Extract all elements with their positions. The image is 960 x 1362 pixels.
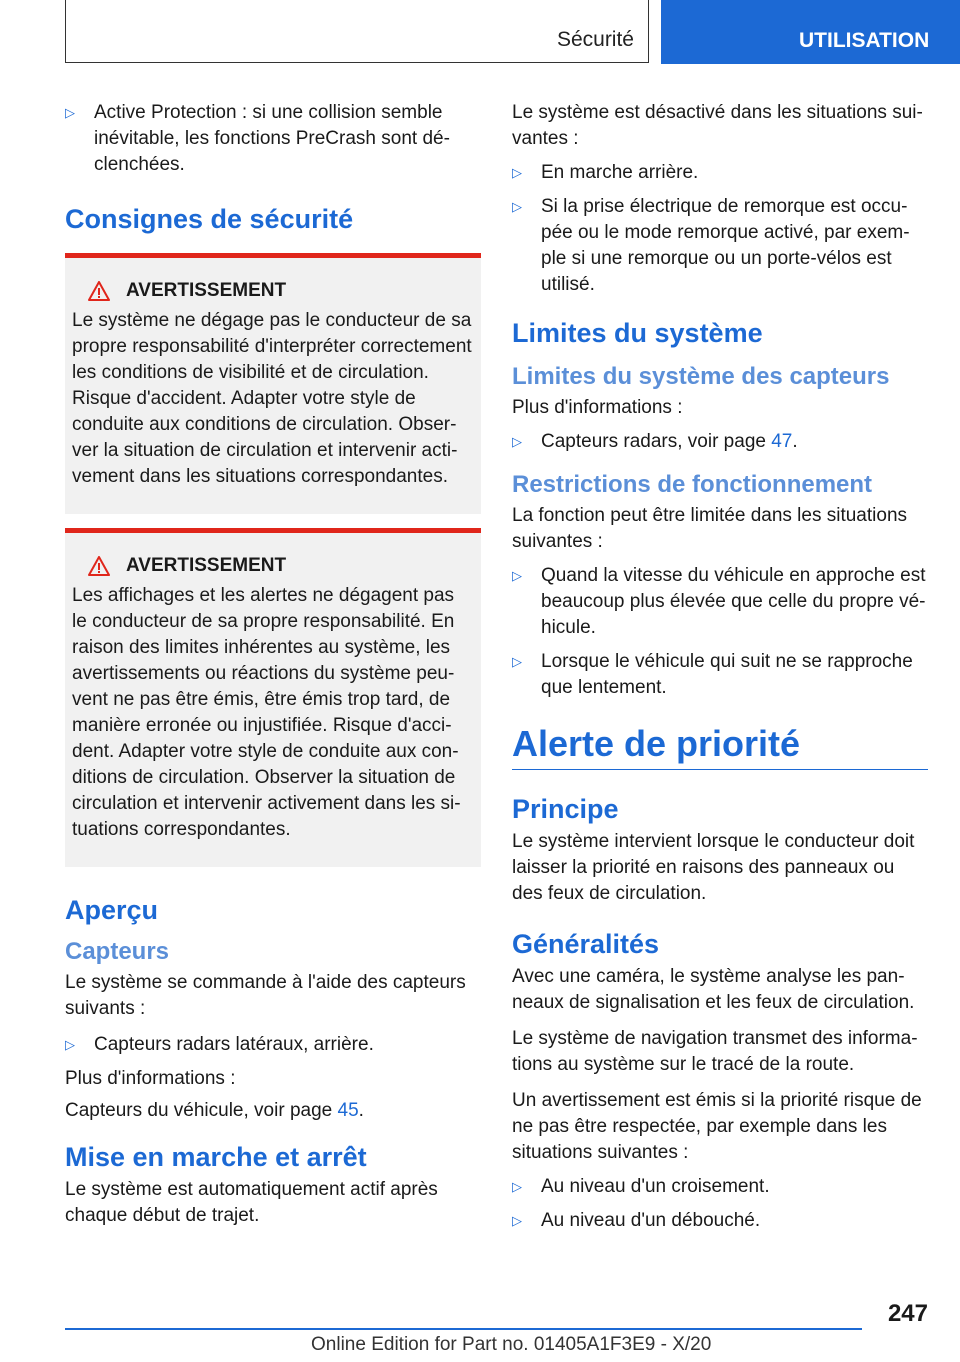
edition-footer: Online Edition for Part no. 01405A1F3E9 - X/20 — [311, 1334, 712, 1355]
heading-capteurs: Capteurs — [65, 938, 170, 965]
heading-limites: Limites du système — [512, 318, 763, 348]
list-item: ▷ Capteurs radars latéraux, arrière. — [65, 1032, 481, 1058]
list-item: ▷ Si la prise électrique de remorque est occupée ou le mode remorque activé, par exemple si une remorque ou un porte-vélos est utilisé. — [512, 194, 928, 298]
footer-divider — [65, 1328, 862, 1330]
paragraph: La fonction peut être limitée dans les situations suivantes : — [512, 505, 908, 552]
paragraph: Un avertissement est émis si la priorité risque de ne pas être respectée, par exemple dans les situations suivantes : — [512, 1090, 922, 1163]
triangle-bullet-icon: ▷ — [512, 434, 522, 449]
warning-triangle-icon — [88, 281, 110, 301]
right-column — [512, 100, 928, 1242]
heading-generalites: Généralités — [512, 929, 660, 959]
warning-box — [65, 528, 481, 867]
triangle-bullet-icon: ▷ — [512, 654, 522, 669]
header-section-title: Sécurité — [556, 28, 634, 51]
heading-principe: Principe — [512, 794, 619, 824]
chapter-title-rule — [512, 723, 928, 770]
list-item: ▷ Active Protection : si une collision semble inévitable, les fonctions PreCrash sont déclenchées. — [65, 100, 481, 178]
list-item: ▷ Au niveau d'un croisement. — [512, 1174, 928, 1200]
header-section-box — [65, 0, 649, 63]
triangle-bullet-icon: ▷ — [65, 1037, 75, 1052]
paragraph: Le système de navigation transmet des informations au système sur le tracé de la route. — [512, 1028, 918, 1075]
list-item: ▷ Au niveau d'un débouché. — [512, 1208, 928, 1234]
heading-alerte-priorite: Alerte de priorité — [512, 723, 801, 764]
heading-limites-capteurs: Limites du système des capteurs — [512, 363, 890, 390]
triangle-bullet-icon: ▷ — [512, 1179, 522, 1194]
paragraph: Le système est automatiquement actif après chaque début de trajet. — [65, 1179, 438, 1226]
left-column — [65, 100, 481, 1239]
page-number: 247 — [887, 1300, 928, 1327]
list-item: ▷ En marche arrière. — [512, 160, 928, 186]
paragraph: Le système intervient lorsque le conducteur doit laisser la priorité en raisons des panneaux ou des feux de circulation. — [512, 831, 915, 904]
list-item: ▷ Quand la vitesse du véhicule en approche est beaucoup plus élevée que celle du propre véhicule. — [512, 563, 928, 641]
paragraph: Capteurs du véhicule, voir page 45. — [65, 1100, 364, 1121]
paragraph: Plus d'informations : — [512, 397, 683, 418]
triangle-bullet-icon: ▷ — [512, 165, 522, 180]
triangle-bullet-icon: ▷ — [512, 199, 522, 214]
heading-consignes: Consignes de sécurité — [65, 204, 354, 234]
list-item: ▷ Lorsque le véhicule qui suit ne se rapproche que lentement. — [512, 649, 928, 701]
paragraph: Le système se commande à l'aide des capteurs suivants : — [65, 972, 466, 1019]
paragraph: Avec une caméra, le système analyse les panneaux de signalisation et les feux de circulation. — [512, 966, 915, 1013]
triangle-bullet-icon: ▷ — [65, 105, 75, 120]
warning-text: Le système ne dégage pas le conducteur de sa propre responsabilité d'interpréter correctement les conditions de visibilité et de circulation. Risque d'accident. Adapter votre style de conduite aux conditions de circulation. Observer la situation de circulation et intervenir activement dans les situations correspondantes. — [72, 310, 472, 487]
warning-text: Les affichages et les alertes ne dégagent pas le conducteur de sa propre responsabilité. En raison des limites inhérentes au système, les avertissements ou réactions du système peuvent ne pas être émis, être émis trop tard, de manière erronée ou injustifiée. Risque d'accident. Adapter votre style de conduite aux conditions de circulation. Observer la situation de circulation et intervenir activement dans les situations correspondantes. — [72, 585, 461, 840]
heading-mise-en-marche: Mise en marche et arrêt — [65, 1142, 367, 1172]
paragraph: Le système est désactivé dans les situations suivantes : — [512, 102, 923, 149]
warning-triangle-icon — [88, 556, 110, 576]
heading-apercu: Aperçu — [65, 895, 159, 925]
warning-title: AVERTISSEMENT — [126, 280, 287, 301]
warning-box — [65, 253, 481, 514]
header-chapter-tab[interactable]: UTILISATION — [661, 0, 960, 64]
page-link[interactable]: 45 — [337, 1100, 359, 1121]
page-link[interactable]: 47 — [771, 431, 793, 452]
triangle-bullet-icon: ▷ — [512, 568, 522, 583]
paragraph: Plus d'informations : — [65, 1068, 236, 1089]
list-item: ▷ Capteurs radars, voir page 47. — [512, 429, 928, 455]
heading-restrictions: Restrictions de fonctionnement — [512, 471, 873, 498]
warning-title: AVERTISSEMENT — [126, 555, 287, 576]
page-header — [0, 0, 960, 66]
triangle-bullet-icon: ▷ — [512, 1213, 522, 1228]
